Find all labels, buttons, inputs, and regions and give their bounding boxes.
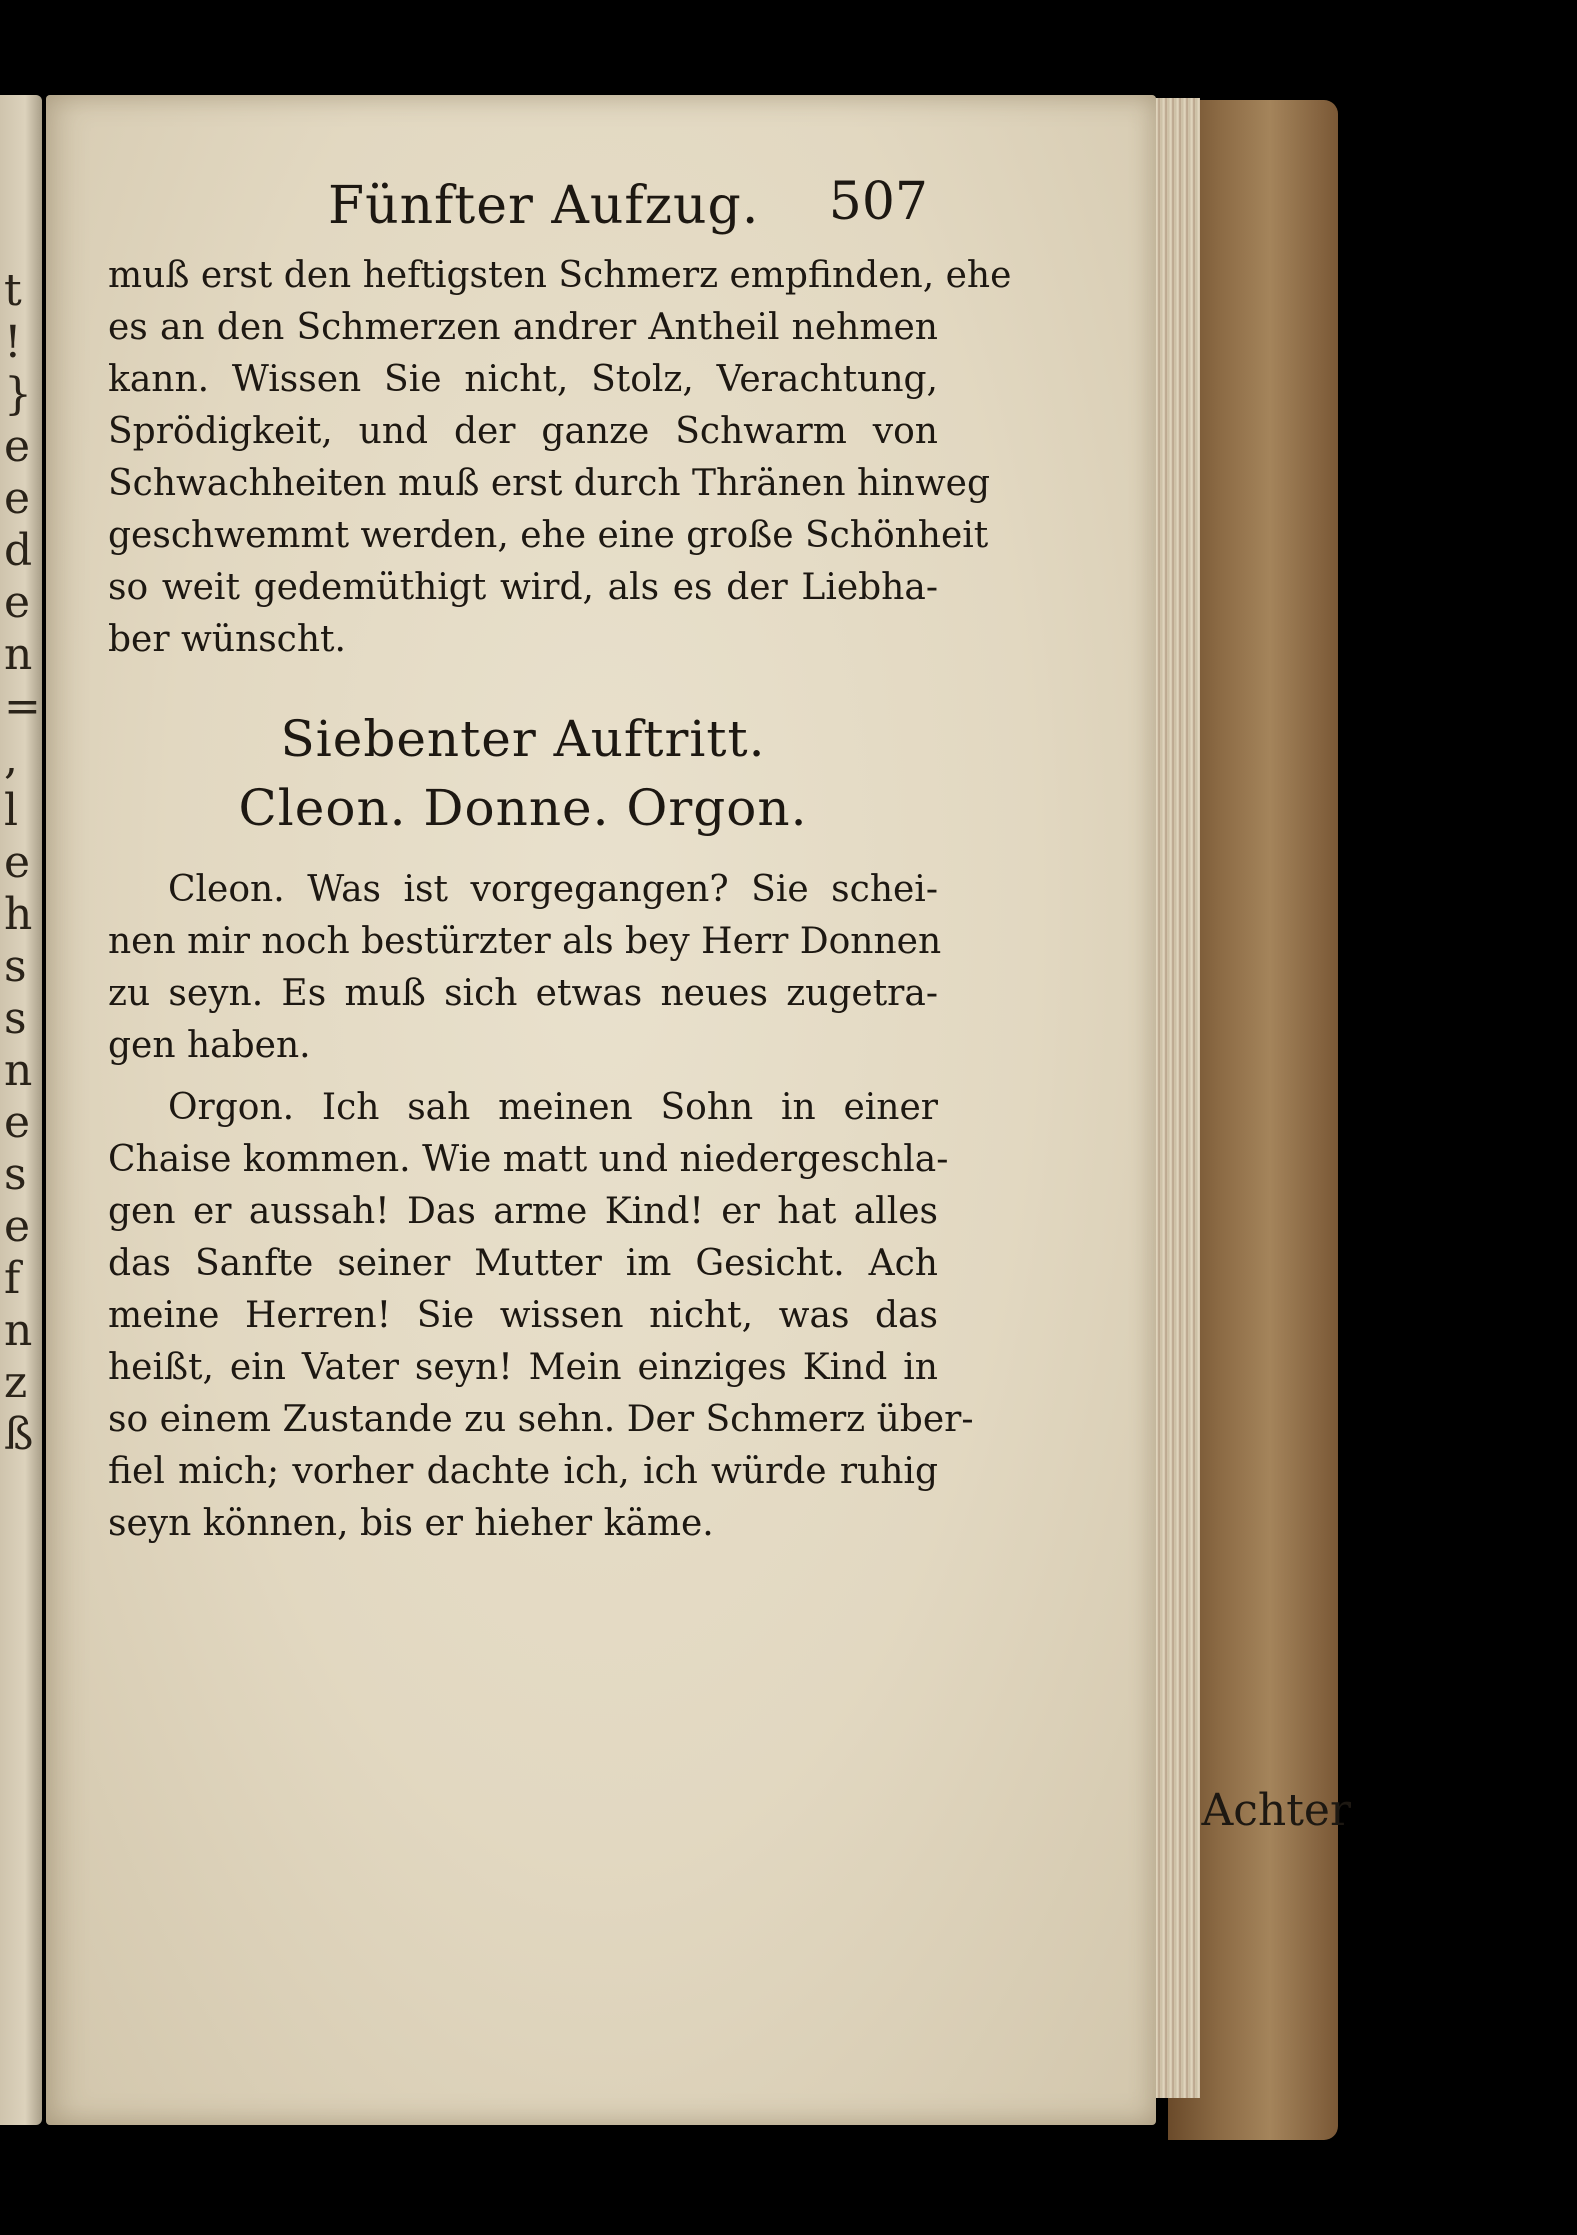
facing-page-letter: l: [4, 785, 19, 836]
text-line: fiel mich; vorher dachte ich, ich würde ruhig: [108, 1451, 938, 1492]
body-text: [108, 250, 1012, 1550]
facing-page-letter: f: [4, 1253, 21, 1304]
text-line: so weit gedemüthigt wird, als es der Liebha-: [108, 567, 938, 608]
text-line: Cleon. Was ist vorgegangen? Sie schei-: [168, 869, 938, 910]
text-line: Chaise kommen. Wie matt und niedergeschla-: [108, 1139, 949, 1180]
text-line: geschwemmt werden, ehe eine große Schönheit: [108, 515, 989, 556]
facing-page-letter: d: [4, 525, 33, 576]
text-line: Orgon. Ich sah meinen Sohn in einer: [168, 1087, 938, 1128]
facing-page-letter: =: [4, 681, 41, 732]
running-title: Fünfter Aufzug.: [328, 176, 760, 236]
facing-page-letter: t: [4, 265, 22, 316]
facing-page-letter: z: [4, 1357, 28, 1408]
facing-page-letters: [0, 95, 42, 2125]
facing-page-letter: n: [4, 629, 33, 680]
text-line: Schwachheiten muß erst durch Thränen hinweg: [108, 463, 991, 504]
page-header: [288, 168, 928, 248]
paragraph-3: [108, 1082, 974, 1550]
text-line: kann. Wissen Sie nicht, Stolz, Verachtung,: [108, 359, 938, 400]
facing-page-letter: h: [4, 889, 33, 940]
catchword: Achter: [1201, 1785, 1351, 1836]
text-line: nen mir noch bestürzter als bey Herr Donnen: [108, 921, 942, 962]
text-line: meine Herren! Sie wissen nicht, was das: [108, 1295, 938, 1336]
facing-page-letter: e: [4, 421, 31, 472]
facing-page-letter: e: [4, 577, 31, 628]
facing-page-letter: n: [4, 1305, 33, 1356]
text-line: gen haben.: [108, 1025, 311, 1066]
scene-title: Siebenter Auftritt.: [280, 710, 766, 768]
facing-page-letter: e: [4, 1097, 31, 1148]
page-number: 507: [828, 172, 928, 232]
facing-page-letter: }: [4, 369, 32, 420]
text-line: Sprödigkeit, und der ganze Schwarm von: [108, 411, 938, 452]
facing-page-letter: ß: [4, 1409, 34, 1460]
paragraph-gap: [108, 1072, 938, 1082]
facing-page-letter: e: [4, 473, 31, 524]
scene-characters: Cleon. Donne. Orgon.: [238, 779, 808, 837]
facing-page-letter: ,: [4, 733, 18, 784]
text-line: es an den Schmerzen andrer Antheil nehmen: [108, 307, 938, 348]
paragraph-2: [108, 864, 942, 1072]
text-line: so einem Zustande zu sehn. Der Schmerz über-: [108, 1399, 974, 1440]
text-line: gen er aussah! Das arme Kind! er hat alles: [108, 1191, 938, 1232]
text-line: ber wünscht.: [108, 619, 346, 660]
facing-page-letter: !: [4, 317, 22, 368]
text-line: seyn können, bis er hieher käme.: [108, 1503, 714, 1544]
facing-page-letter: s: [4, 993, 27, 1044]
facing-page-letter: s: [4, 1149, 27, 1200]
facing-page-letter: s: [4, 941, 27, 992]
facing-page-letter: e: [4, 837, 31, 888]
facing-page-edge: [0, 95, 42, 2125]
facing-page-letter: e: [4, 1201, 31, 1252]
text-line: zu seyn. Es muß sich etwas neues zugetra-: [108, 973, 938, 1014]
facing-page-letter: n: [4, 1045, 33, 1096]
text-line: heißt, ein Vater seyn! Mein einziges Kind in: [108, 1347, 938, 1388]
text-line: das Sanfte seiner Mutter im Gesicht. Ach: [108, 1243, 938, 1284]
paragraph-1: [108, 250, 1012, 666]
text-line: muß erst den heftigsten Schmerz empfinden, ehe: [108, 255, 1012, 296]
